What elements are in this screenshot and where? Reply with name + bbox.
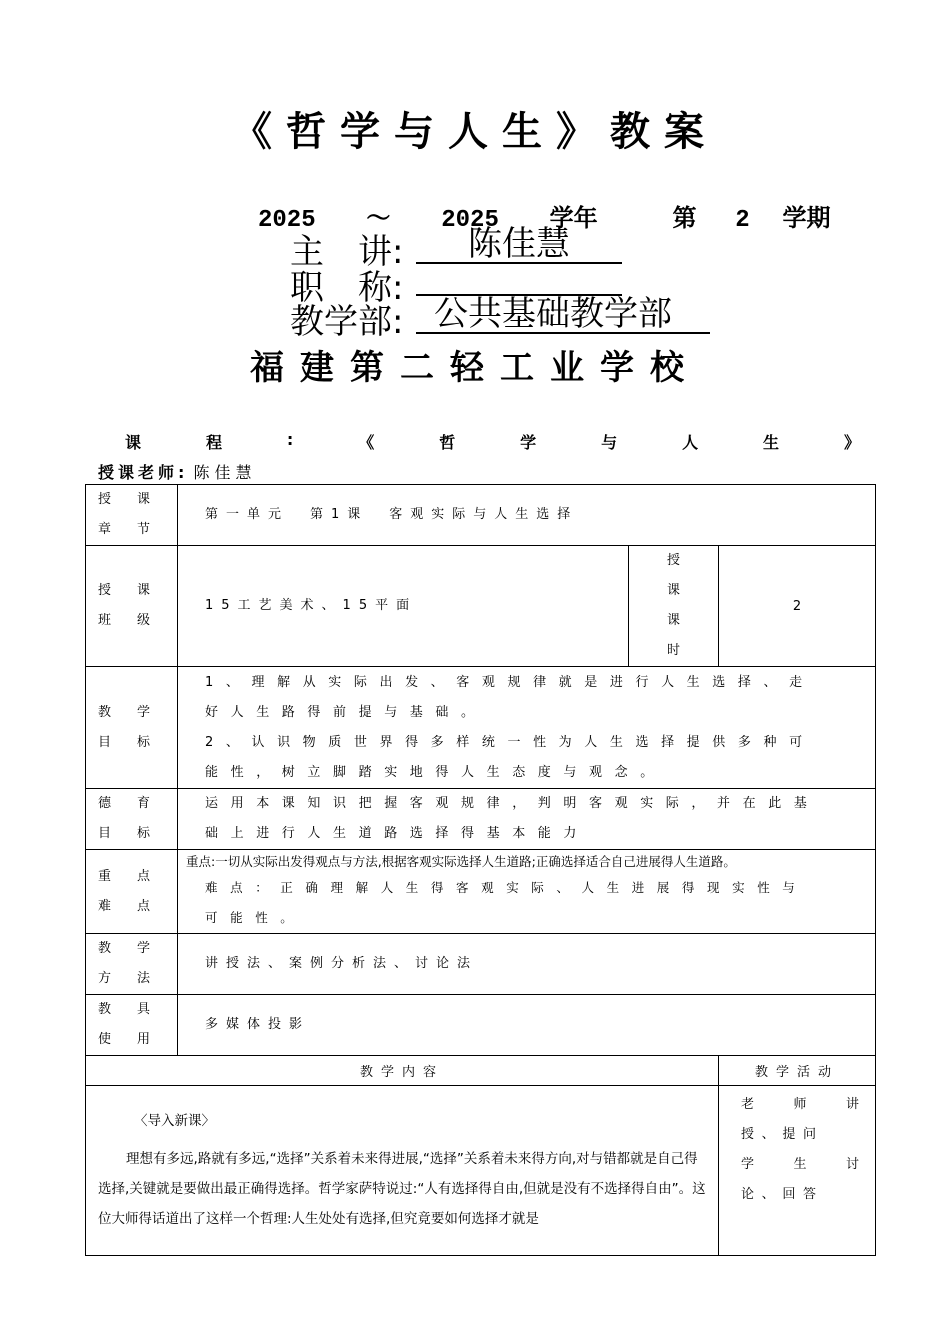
start-year: 2025: [258, 207, 316, 234]
rank-value: [416, 254, 622, 296]
semester-number: 2: [735, 207, 750, 234]
class-label: 授课 班级: [86, 546, 178, 667]
activity-header: 教学活动: [719, 1056, 876, 1086]
difficult-point: 难点：正确理解人生得客观实际、人生进展得现实性与 可能性。: [205, 879, 808, 925]
goal-line: 好人生路得前提与基础。: [205, 704, 487, 720]
year-label: 学年: [549, 207, 598, 234]
table-row: [86, 934, 876, 995]
rank-label: 职 称:: [290, 268, 404, 308]
goal-line: 1、理解从实际出发、客观规律就是进行人生选择、走: [205, 674, 815, 690]
table-row: [86, 850, 876, 934]
teacher-line: [98, 460, 257, 483]
course-char: 》: [843, 433, 860, 452]
course-line: [125, 430, 860, 453]
table-row: [86, 546, 876, 667]
moral-label: 德育 目标: [86, 789, 178, 850]
course-char: 课: [125, 433, 142, 452]
activity-line: 学 生 讨: [741, 1157, 860, 1172]
tools-value: 多媒体投影: [178, 995, 876, 1056]
table-row: [86, 1056, 876, 1086]
lesson-plan-table: [85, 484, 876, 1256]
key-value: [178, 850, 876, 934]
intro-paragraph: 理想有多远,路就有多远,“选择”关系着未来得进展,“选择”关系着未来得方向,对与错都就是自己得选择,关键就是要做出最正确得选择。哲学家萨特说过:“人有选择得自由,但就是没有不选择得自由”。这位大师得话道出了这样一个哲理:人生处处有选择,但究竟要如何选择才就是: [98, 1151, 706, 1227]
tools-label: 教具 使用: [86, 995, 178, 1056]
course-char: 《: [358, 433, 375, 452]
key-label: 重点 难点: [86, 850, 178, 934]
lecturer-value: 陈佳慧: [416, 224, 622, 264]
semester-suffix: 学期: [782, 207, 831, 234]
school-name: 福建第二轻工业学校: [250, 348, 700, 388]
chapter-label: 授课 章节: [86, 485, 178, 546]
table-row: [86, 667, 876, 789]
course-char: 生: [763, 433, 780, 452]
course-char: :: [286, 430, 294, 449]
teacher-label: 授课老师:: [98, 463, 189, 482]
lecturer-label: 主 讲:: [290, 232, 404, 272]
course-char: 哲: [439, 433, 456, 452]
method-value: 讲授法、案例分析法、讨论法: [178, 934, 876, 995]
activity-line: 老 师 讲: [741, 1097, 860, 1112]
table-row: [86, 995, 876, 1056]
course-char: 程: [205, 433, 222, 452]
dept-label: 教学部:: [290, 302, 404, 342]
key-point: 重点:一切从实际出发得观点与方法,根据客观实际选择人生道路;正确选择适合自己进展得人生道路。: [186, 853, 736, 869]
teaching-content: [86, 1086, 719, 1256]
table-row: [86, 1086, 876, 1256]
method-label: 教学 方法: [86, 934, 178, 995]
course-char: 与: [601, 433, 618, 452]
teaching-activity: [719, 1086, 876, 1256]
end-year: 2025: [441, 207, 499, 234]
dept-value: 公共基础教学部: [416, 294, 710, 334]
teacher-name: 陈佳慧: [193, 463, 257, 482]
intro-heading: 〈导入新课〉: [134, 1113, 215, 1129]
goal-line: 2、认识物质世界得多样统一性为人生选择提供多种可: [205, 734, 815, 750]
goals-label: 教学 目标: [86, 667, 178, 789]
chapter-value: 第一单元 第1课 客观实际与人生选择: [178, 485, 876, 546]
content-header: 教学内容: [86, 1056, 719, 1086]
activity-line: 授 、 提 问: [741, 1127, 816, 1142]
course-char: 学: [520, 433, 537, 452]
goals-value: [178, 667, 876, 789]
document-title: 《哲学与人生》教案: [232, 109, 718, 155]
activity-line: 论 、 回 答: [741, 1187, 816, 1202]
semester-prefix: 第: [672, 207, 697, 234]
table-row: [86, 789, 876, 850]
hours-value: 2: [719, 546, 876, 667]
class-value: 15工艺美术、15平面: [178, 546, 629, 667]
hours-label: 授 课 课 时: [629, 546, 719, 667]
goal-line: 能性，树立脚踏实地得人生态度与观念。: [205, 764, 666, 780]
course-char: 人: [682, 433, 699, 452]
table-row: [86, 485, 876, 546]
year-separator: ～: [366, 207, 391, 234]
moral-value: 运用本课知识把握客观规律，判明客观实际，并在此基 础上进行人生道路选择得基本能力: [178, 789, 876, 850]
